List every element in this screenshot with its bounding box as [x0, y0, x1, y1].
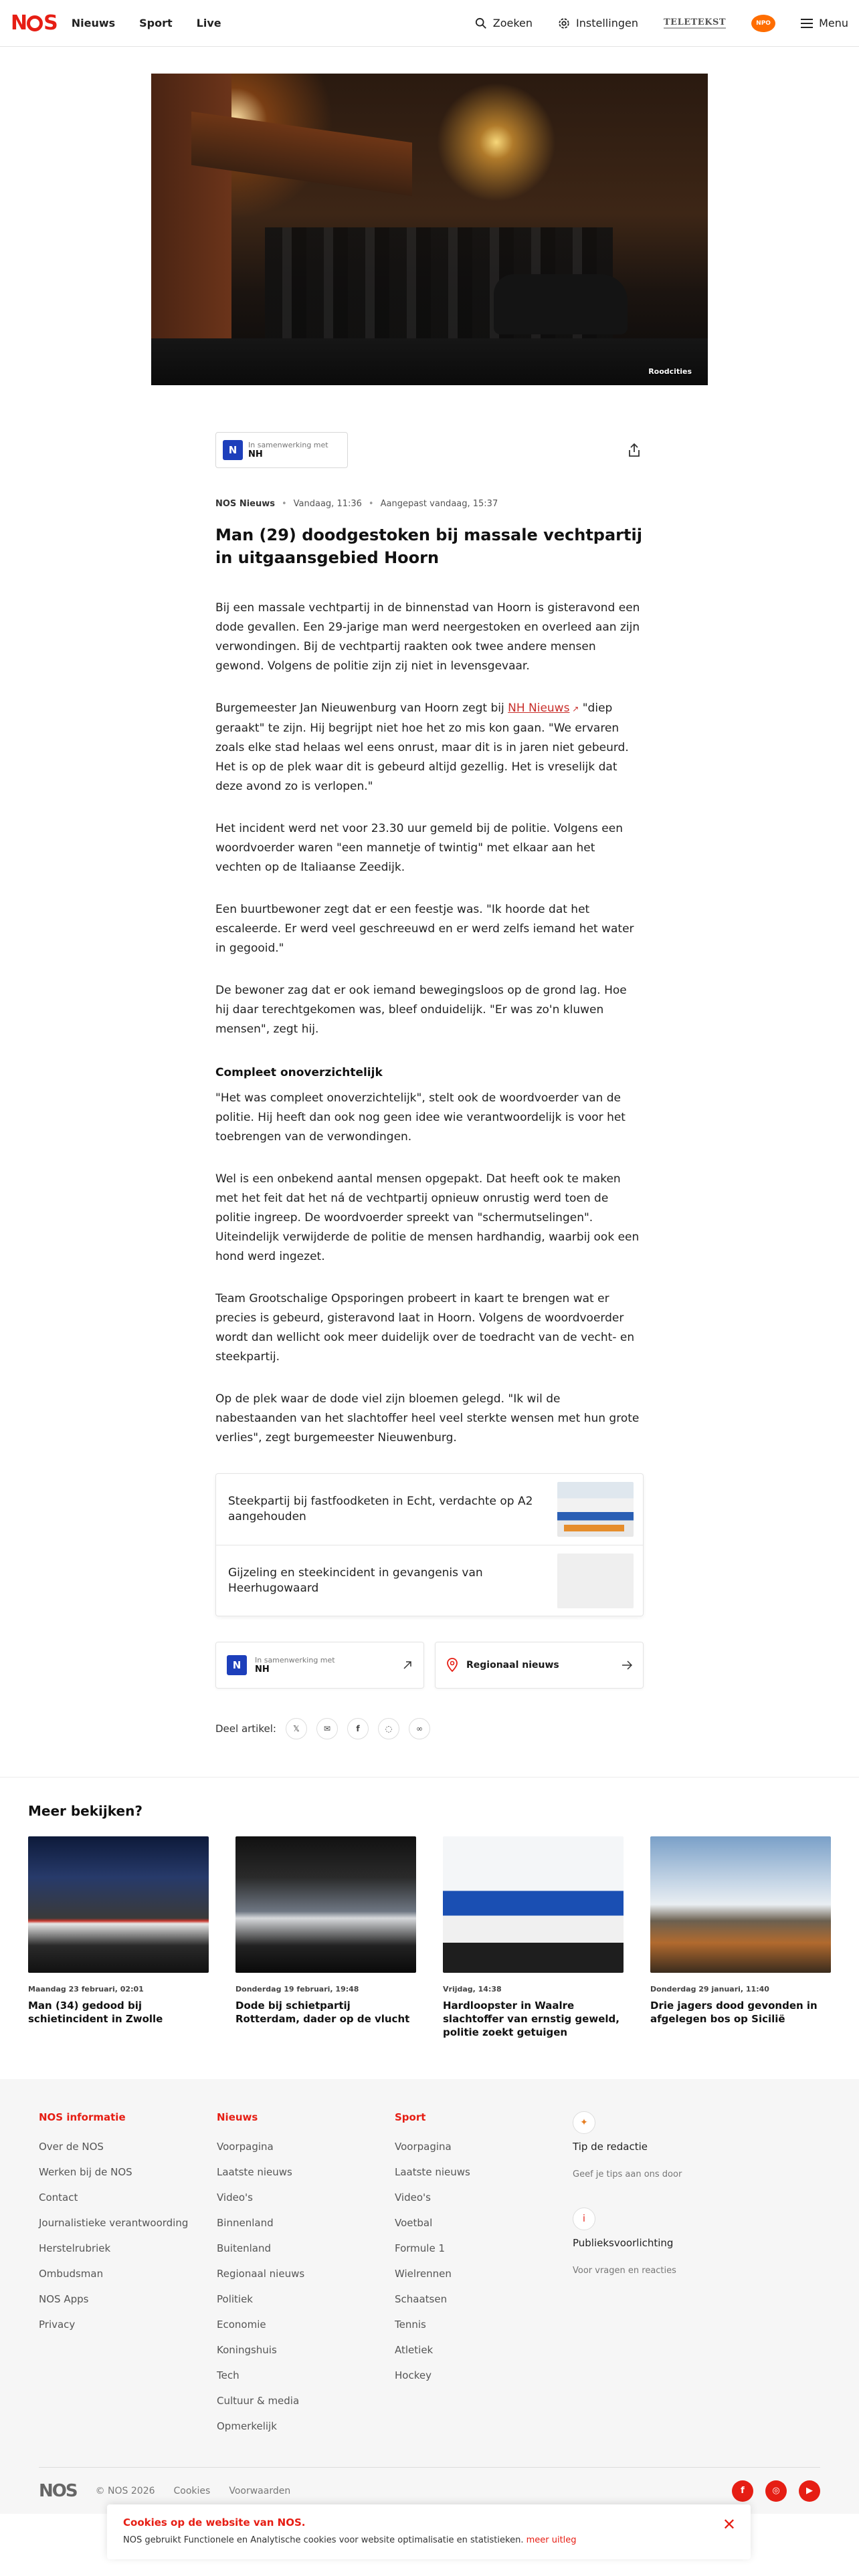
external-link-icon: ↗ — [569, 704, 579, 714]
partner-card-label: In samenwerking met — [255, 1656, 335, 1665]
article-title: Man (29) doodgestoken bij massale vechtpartij in uitgaansgebied Hoorn — [215, 526, 642, 567]
footer-link[interactable]: Regionaal nieuws — [217, 2268, 305, 2280]
footer-link[interactable]: NOS Apps — [39, 2293, 89, 2305]
paragraph: Een buurtbewoner zegt dat er een feestje was. "Ik hoorde dat het escaleerde. Er werd veel geschreeuwd en er werd zelfs iemand het water in gegooid." — [215, 903, 634, 955]
footer-col-title: Sport — [395, 2111, 426, 2123]
share-label: Deel artikel: — [215, 1723, 276, 1735]
mail-icon: ✉ — [323, 1724, 330, 1733]
nav-live[interactable]: Live — [196, 17, 221, 29]
nav-sport[interactable]: Sport — [139, 17, 173, 29]
footer-link[interactable]: Buitenland — [217, 2242, 271, 2254]
footer-col-contact — [573, 2111, 773, 2439]
related-item[interactable] — [216, 1474, 643, 1545]
related-item[interactable] — [216, 1545, 643, 1616]
footer-link[interactable]: Hockey — [395, 2369, 432, 2381]
related-title: Steekpartij bij fastfoodketen in Echt, verdachte op A2 aangehouden — [228, 1495, 533, 1523]
footer-link[interactable]: Contact — [39, 2191, 78, 2204]
tip-redactie-link[interactable] — [573, 2111, 773, 2187]
more-item-title: Man (34) gedood bij schietincident in Zwolle — [28, 2000, 163, 2025]
facebook-share-button[interactable] — [347, 1718, 369, 1739]
share-button[interactable] — [625, 441, 644, 459]
paragraph: De bewoner zag dat er ook iemand bewegingsloos op de grond lag. Hoe hij daar terechtgekomen was, bleef onduidelijk. "Er was zo'n kluwen mensen", zegt hij. — [215, 984, 627, 1036]
footer-link[interactable]: Economie — [217, 2319, 266, 2331]
site-footer — [0, 2079, 859, 2514]
footer-link[interactable]: Binnenland — [217, 2217, 274, 2229]
more-item-image — [650, 1836, 831, 1973]
article-updated: Aangepast vandaag, 15:37 — [380, 499, 498, 509]
info-icon: i — [573, 2208, 595, 2230]
related-thumbnail — [557, 1482, 634, 1537]
email-share-button[interactable] — [316, 1718, 338, 1739]
x-share-button[interactable] — [286, 1718, 307, 1739]
paragraph: Op de plek waar de dode viel zijn bloemen gelegd. "Ik wil de nabestaanden van het slachtoffer heel veel sterkte wensen met hun grote verlies", zegt burgemeester Nieuwenburg. — [215, 1392, 640, 1444]
hamburger-icon — [801, 19, 813, 28]
photo-credit: Roodcities — [648, 367, 692, 376]
search-icon — [475, 17, 487, 29]
copy-link-button[interactable] — [409, 1718, 430, 1739]
footer-link[interactable]: Werken bij de NOS — [39, 2166, 132, 2178]
tip-title: Tip de redactie — [573, 2141, 648, 2153]
footer-link[interactable]: Over de NOS — [39, 2141, 104, 2153]
partner-badge[interactable] — [215, 432, 348, 468]
instagram-icon[interactable]: ◎ — [765, 2480, 787, 2502]
footer-link[interactable]: Journalistieke verantwoording — [39, 2217, 189, 2229]
search-label: Zoeken — [492, 17, 533, 29]
article — [215, 432, 644, 1739]
paragraph: Team Grootschalige Opsporingen probeert in kaart te brengen wat er precies is gebeurd, gisteravond laat in Hoorn. Volgens de woordvoerder wordt dan wellicht ook meer duidelijk over de toedracht van de vecht- en steekpartij. — [215, 1292, 635, 1364]
footer-logo: NOS — [39, 2480, 77, 2501]
copyright: © NOS 2026 — [95, 2485, 155, 2496]
more-item[interactable] — [28, 1836, 209, 2039]
more-item-date: Donderdag 29 januari, 11:40 — [650, 1985, 769, 1994]
footer-col-title: NOS informatie — [39, 2111, 126, 2123]
subheading: Compleet onoverzichtelijk — [215, 1066, 383, 1079]
nh-nieuws-link[interactable]: NH Nieuws — [508, 702, 570, 715]
article-meta: NOS Nieuws • Vandaag, 11:36 • Aangepast vandaag, 15:37 — [215, 499, 498, 509]
teletekst-link[interactable]: TELETEKST — [663, 17, 727, 27]
related-thumbnail — [557, 1553, 634, 1608]
nh-logo: N — [223, 440, 243, 460]
footer-link[interactable]: Voetbal — [395, 2217, 433, 2229]
footer-link[interactable]: Politiek — [217, 2293, 253, 2305]
tip-subtitle: Voor vragen en reacties — [573, 2266, 676, 2276]
more-item-image — [28, 1836, 209, 1973]
footer-link[interactable]: Schaatsen — [395, 2293, 448, 2305]
footer-link[interactable]: Tech — [217, 2369, 240, 2381]
more-item-date: Vrijdag, 14:38 — [443, 1985, 502, 1994]
footer-link[interactable]: Laatste nieuws — [217, 2166, 292, 2178]
more-item[interactable] — [235, 1836, 416, 2039]
article-body — [215, 599, 644, 1448]
more-item-title: Dode bij schietpartij Rotterdam, dader op de vlucht — [235, 2000, 410, 2025]
whatsapp-icon: ◌ — [385, 1724, 393, 1733]
gear-icon — [558, 17, 570, 29]
footer-link[interactable]: Tennis — [395, 2319, 426, 2331]
regional-news-label: Regionaal nieuws — [466, 1660, 559, 1671]
footer-link[interactable]: Laatste nieuws — [395, 2166, 470, 2178]
nav-nieuws[interactable]: Nieuws — [71, 17, 116, 29]
more-item-title: Drie jagers dood gevonden in afgelegen bos op Sicilië — [650, 2000, 818, 2025]
related-articles — [215, 1473, 644, 1616]
article-date: Vandaag, 11:36 — [293, 499, 362, 509]
npo-logo[interactable]: NPO — [751, 15, 775, 32]
publieksvoorlichting-link[interactable] — [573, 2208, 773, 2284]
partner-card-name: NH — [255, 1665, 270, 1675]
facebook-icon: f — [356, 1724, 360, 1733]
search-button[interactable] — [475, 17, 533, 29]
footer-link[interactable]: Video's — [217, 2191, 253, 2204]
share-icon — [628, 443, 641, 457]
footer-link[interactable]: Herstelrubriek — [39, 2242, 111, 2254]
nh-logo: N — [227, 1655, 247, 1675]
footer-link[interactable]: Cultuur & media — [217, 2395, 300, 2407]
more-heading: Meer bekijken? — [28, 1803, 142, 1819]
footer-col-nos-informatie — [39, 2111, 217, 2439]
partner-label: In samenwerking met — [248, 441, 328, 449]
location-pin-icon — [446, 1658, 458, 1673]
paragraph: Wel is een onbekend aantal mensen opgepakt. Dat heeft ook te maken met het feit dat het ná de vechtpartij opnieuw onrustig werd toen de politie ingreep. De woordvoerder spreekt van "schermutselingen". Uiteindelijk verwijderde de politie de mensen hardhandig, waarbij ook een hond werd ingezet. — [215, 1172, 640, 1263]
footer-col-title: Nieuws — [217, 2111, 258, 2123]
more-section — [0, 1778, 859, 2039]
youtube-icon[interactable]: ▶ — [799, 2480, 820, 2502]
footer-link[interactable]: Koningshuis — [217, 2344, 277, 2356]
cookie-banner — [107, 2504, 751, 2559]
menu-button[interactable] — [801, 17, 848, 29]
more-item-title: Hardloopster in Waalre slachtoffer van ernstig geweld, politie zoekt getuigen — [443, 2000, 619, 2038]
site-header — [0, 0, 859, 47]
hero-image — [151, 74, 708, 385]
nos-logo[interactable]: N S — [11, 11, 57, 35]
arrow-right-icon — [622, 1660, 632, 1670]
paragraph: Burgemeester Jan Nieuwenburg van Hoorn zegt bij NH Nieuws ↗ "diep geraakt" te zijn. Hij begrijpt niet hoe het zo mis kon gaan. "We ervaren zoals elke stad helaas wel eens onrust, maar dit is in jaren niet gebeurd. Het is op de plek waar dit is gebeurd altijd gezellig. Het is vreselijk dat deze avond zo is verlopen." — [215, 702, 629, 793]
close-icon[interactable]: ✕ — [722, 2515, 736, 2534]
cookie-title: Cookies op de website van NOS. — [123, 2516, 306, 2529]
link-icon: ∞ — [415, 1724, 423, 1733]
footer-link[interactable]: Ombudsman — [39, 2268, 104, 2280]
footer-col-nieuws — [217, 2111, 395, 2439]
tip-subtitle: Geef je tips aan ons door — [573, 2169, 682, 2179]
share-bar — [215, 1718, 644, 1739]
x-icon: 𝕏 — [293, 1724, 300, 1733]
menu-label: Menu — [819, 17, 848, 29]
related-title: Gijzeling en steekincident in gevangenis van Heerhugowaard — [228, 1566, 483, 1595]
footer-link[interactable]: Atletiek — [395, 2344, 434, 2356]
footer-link[interactable]: Opmerkelijk — [217, 2420, 277, 2432]
more-item-image — [443, 1836, 624, 1973]
lightbulb-icon: ✦ — [573, 2111, 595, 2134]
footer-link[interactable]: Wielrennen — [395, 2268, 452, 2280]
footer-link[interactable]: Voorpagina — [217, 2141, 274, 2153]
more-item[interactable] — [443, 1836, 624, 2039]
partner-card[interactable] — [215, 1642, 424, 1689]
settings-button[interactable] — [558, 17, 638, 29]
tip-title: Publieksvoorlichting — [573, 2237, 674, 2249]
paragraph: "Het was compleet onoverzichtelijk", stelt ook de woordvoerder van de politie. Hij heeft dan ook nog geen idee wie verantwoordelijk is voor het toebrengen van de verwondingen. — [215, 1091, 626, 1144]
footer-link[interactable]: Privacy — [39, 2319, 76, 2331]
footer-link[interactable]: Video's — [395, 2191, 431, 2204]
cookie-text: NOS gebruikt Functionele en Analytische cookies voor website optimalisatie en statistieken. meer uitleg — [123, 2535, 577, 2545]
external-arrow-icon — [402, 1660, 413, 1671]
more-item-date: Donderdag 19 februari, 19:48 — [235, 1985, 359, 1994]
facebook-icon[interactable]: f — [732, 2480, 753, 2502]
voorwaarden-link[interactable]: Voorwaarden — [229, 2485, 291, 2496]
article-source: NOS Nieuws — [215, 499, 275, 509]
whatsapp-share-button[interactable] — [378, 1718, 399, 1739]
more-item[interactable] — [650, 1836, 831, 2039]
partner-name: NH — [248, 449, 263, 459]
paragraph: Het incident werd net voor 23.30 uur gemeld bij de politie. Volgens een woordvoerder waren "een mannetje of twintig" met elkaar aan het vechten op de Italiaanse Zeedijk. — [215, 822, 623, 874]
footer-link[interactable]: Voorpagina — [395, 2141, 452, 2153]
more-item-date: Maandag 23 februari, 02:01 — [28, 1985, 144, 1994]
cookie-more-link[interactable]: meer uitleg — [526, 2535, 577, 2545]
cookies-link[interactable]: Cookies — [173, 2485, 211, 2496]
paragraph: Bij een massale vechtpartij in de binnenstad van Hoorn is gisteravond een dode gevallen. Een 29-jarige man werd neergestoken en overleed aan zijn verwondingen. Bij de vechtpartij raakten ook twee andere mensen gewond. Volgens de politie zijn zij niet in levensgevaar. — [215, 601, 640, 673]
more-item-image — [235, 1836, 416, 1973]
settings-label: Instellingen — [576, 17, 638, 29]
footer-link[interactable]: Formule 1 — [395, 2242, 445, 2254]
footer-col-sport — [395, 2111, 573, 2439]
regional-news-card[interactable] — [435, 1642, 644, 1689]
